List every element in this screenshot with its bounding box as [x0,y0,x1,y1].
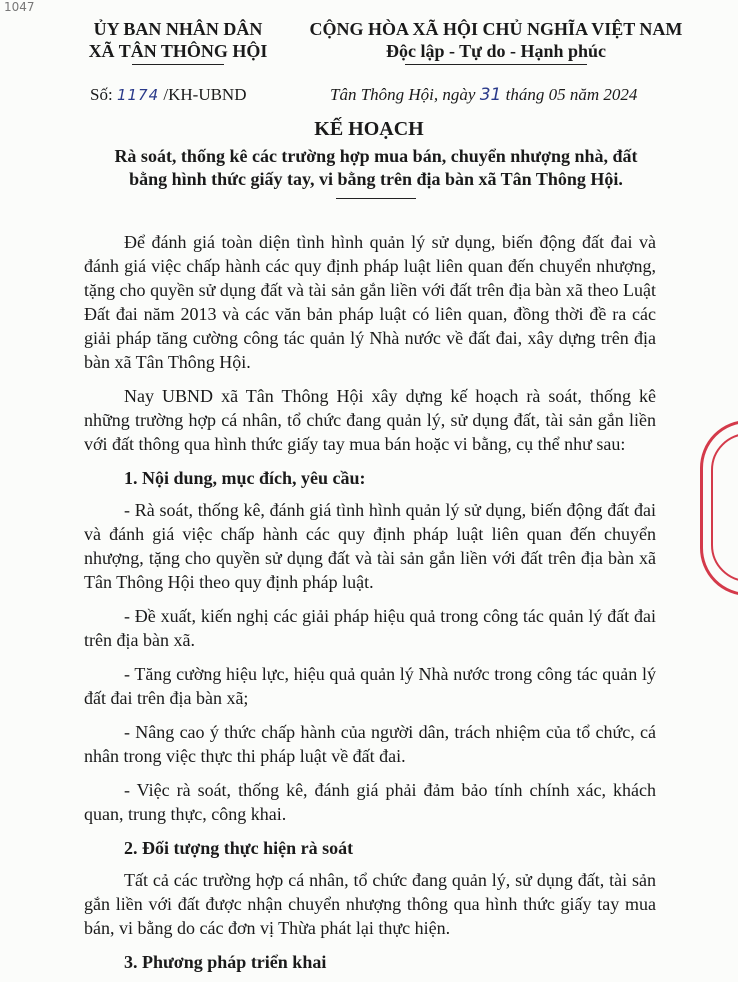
document-subject: Rà soát, thống kê các trường hợp mua bán, chuyển nhượng nhà, đất bằng hình thức giấy tay, vi bằng trên địa bàn xã Tân Thông Hội. [114,146,638,189]
org-underline [132,64,224,65]
section-2-paragraph: Tất cả các trường hợp cá nhân, tổ chức đang quản lý, sử dụng đất, tài sản gắn liền với đất được nhận chuyển nhượng thông qua hình thức giấy tay mua bán, vi bằng do các đơn vị Thừa phát lại thực hiện. [84,870,656,938]
document-date [330,85,637,105]
section-1-item: - Rà soát, thống kê, đánh giá tình hình quản lý sử dụng, biến động đất đai và đánh giá việc chấp hành các quy định pháp luật liên quan đến chuyển nhượng, tặng cho quyền sử dụng đất và tài sản gắn liền với đất trên địa bàn xã Tân Thông Hội theo quy định pháp luật. [84,500,656,592]
org-line-2: XÃ TÂN THÔNG HỘI [88,41,268,61]
doc-number-suffix: /KH-UBND [163,85,247,104]
org-line-1: ỦY BAN NHÂN DÂN [93,19,263,39]
intro-paragraph-1: Để đánh giá toàn diện tình hình quản lý sử dụng, biến động đất đai và đánh giá việc chấp hành các quy định pháp luật liên quan đến chuyển nhượng, tặng cho quyền sử dụng đất và tài sản gắn liền với đất trên địa bàn xã theo Luật Đất đai năm 2013 và các văn bản pháp luật có liên quan, đồng thời đề ra các giải pháp tăng cường công tác quản lý Nhà nước về đất đai, xây dựng trên địa bàn xã Tân Thông Hội. [84,232,656,372]
seal-inner-ring [711,433,738,582]
section-1-item: - Nâng cao ý thức chấp hành của người dân, trách nhiệm của tổ chức, cá nhân trong việc thực thi pháp luật về đất đai. [84,722,656,766]
nation-name: CỘNG HÒA XÃ HỘI CHỦ NGHĨA VIỆT NAM [309,19,683,39]
doc-number-prefix: Số: [90,85,113,104]
issuing-organization [78,18,278,65]
date-prefix: Tân Thông Hội, ngày [330,85,476,104]
section-1-heading: 1. Nội dung, mục đích, yêu cầu: [124,468,366,488]
date-day-handwritten: 31 [479,85,502,105]
national-motto: Độc lập - Tự do - Hạnh phúc [385,41,607,61]
motto-underline [405,64,587,65]
corner-handwritten-mark: 1047 [4,0,35,14]
intro-paragraph-2: Nay UBND xã Tân Thông Hội xây dựng kế hoạch rà soát, thống kê những trường hợp cá nhân, tổ chức đang quản lý, sử dụng đất, tài sản gắn liền với đất thông qua hình thức giấy tay mua bán hoặc vi bằng, cụ thể như sau: [84,386,656,454]
document-number [90,85,246,105]
section-1-item: - Tăng cường hiệu lực, hiệu quả quản lý Nhà nước trong công tác quản lý đất đai trên địa bàn xã; [84,664,656,708]
document-type-title: KẾ HOẠCH [314,118,424,140]
section-1-item: - Việc rà soát, thống kê, đánh giá phải đảm bảo tính chính xác, khách quan, trung thực, công khai. [84,780,656,824]
section-1-item: - Đề xuất, kiến nghị các giải pháp hiệu quả trong công tác quản lý đất đai trên địa bàn xã. [84,606,656,650]
section-2-heading: 2. Đối tượng thực hiện rà soát [124,838,354,858]
date-suffix: tháng 05 năm 2024 [505,85,638,104]
doc-number-handwritten: 1174 [116,86,160,104]
document-body [84,230,656,982]
subject-underline [336,198,416,199]
section-3-heading: 3. Phương pháp triển khai [124,952,327,972]
national-heading [296,18,696,65]
official-seal-stamp [700,420,738,596]
